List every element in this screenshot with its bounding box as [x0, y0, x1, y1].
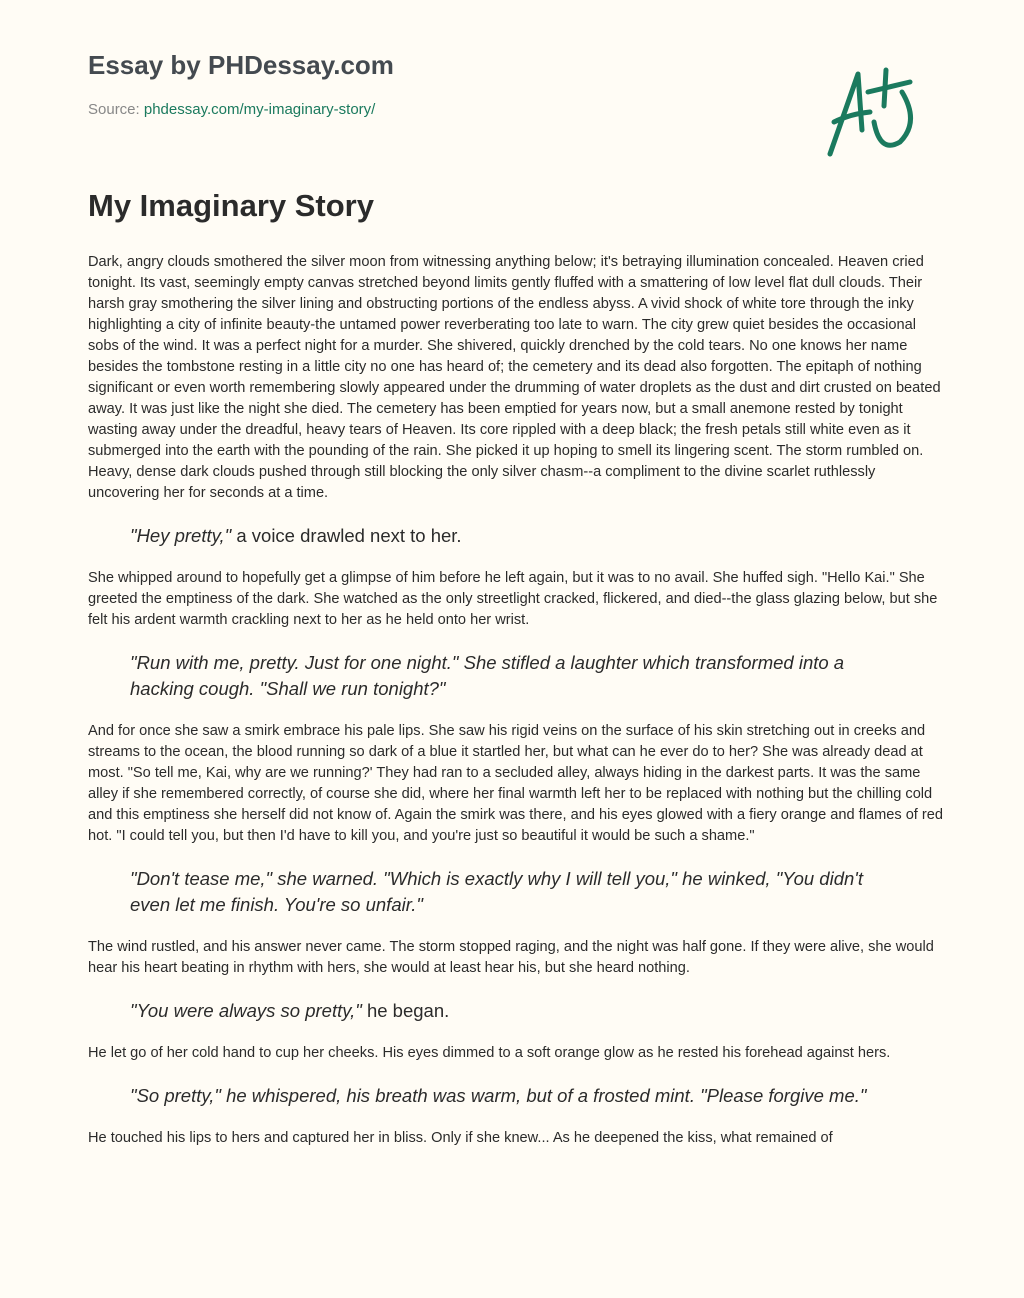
- source-line: [88, 101, 375, 118]
- quote-rest: he began.: [361, 1000, 450, 1021]
- quote-italic: "Don't tease me," she warned. "Which is exactly why I will tell you," he winked, "You didn't even let me finish. You're so unfair.": [130, 868, 863, 915]
- paragraph: Dark, angry clouds smothered the silver moon from witnessing anything below; it's betraying illumination concealed. Heaven cried tonight. Its vast, seemingly empty canvas stretched beyond limits gently fluffed with a smattering of low level flat dull clouds. Their harsh gray smothering the silver lining and obstructing portions of the endless abyss. A vivid shock of white tore through the inky highlighting a city of infinite beauty-the untamed power reverberating too late to warn. The city grew quiet besides the occasional sobs of the wind. It was a perfect night for a murder. She shivered, quickly drenched by the cold tears. No one knows her name besides the tombstone resting in a little city no one has heard of; the cemetery and its dead also forgotten. The epitaph of nothing significant or even worth remembering slowly appeared under the drumming of water droplets as the dust and dirt crusted on beated away. It was just like the night she died. The cemetery has been emptied for years now, but a small anemone rested by tonight wasting away under the dreadful, heavy tears of Heaven. Its core rippled with a deep black; the fresh petals still white even as it submerged into the earth with the pounding of the rain. She picked it up hoping to smell its lingering scent. The storm rumbled on. Heavy, dense dark clouds pushed through still blocking the only silver chasm--a compliment to the divine scarlet ruthlessly uncovering her for seconds at a time.: [88, 254, 941, 501]
- quote: [88, 650, 943, 702]
- paragraph: The wind rustled, and his answer never came. The storm stopped raging, and the night was half gone. If they were alive, she would hear his heart beating in rhythm with hers, she would at least hear his, but she heard nothing.: [88, 939, 934, 976]
- paragraph: He touched his lips to hers and captured her in bliss. Only if she knew... As he deepened the kiss, what remained of: [88, 1130, 833, 1146]
- source-link[interactable]: phdessay.com/my-imaginary-story/: [143, 101, 376, 118]
- quote-rest: a voice drawled next to her.: [231, 525, 462, 546]
- quote: [88, 1083, 943, 1109]
- quote: [88, 866, 943, 918]
- source-label: Source:: [88, 101, 140, 118]
- a-plus-logo-icon: [820, 62, 930, 162]
- quote-italic: "You were always so pretty,": [130, 1000, 362, 1021]
- quote: [88, 998, 943, 1024]
- essay-title: My Imaginary Story: [88, 188, 374, 223]
- quote-italic: "So pretty," he whispered, his breath was warm, but of a frosted mint. "Please forgive me.": [130, 1085, 867, 1106]
- paragraph: He let go of her cold hand to cup her cheeks. His eyes dimmed to a soft orange glow as he rested his forehead against hers.: [88, 1045, 891, 1061]
- quote: [88, 523, 943, 549]
- paragraph: She whipped around to hopefully get a glimpse of him before he left again, but it was to no avail. She huffed sigh. "Hello Kai." She greeted the emptiness of the dark. She watched as the only streetlight cracked, flickered, and died--the glass glazing below, but she felt his ardent warmth crackling next to her as he held onto her wrist.: [88, 570, 938, 628]
- essay-body: [88, 252, 943, 1168]
- site-brand: Essay by PHDessay.com: [88, 50, 394, 80]
- paragraph: And for once she saw a smirk embrace his pale lips. She saw his rigid veins on the surface of his skin stretching out in creeks and streams to the ocean, the blood running so dark of a blue it startled her, but what can he ever do to her? She was already dead at most. "So tell me, Kai, why are we running?' They had ran to a secluded alley, always hiding in the darkest parts. It was the same alley if she remembered correctly, of course she did, where her final warmth left her to be replaced with nothing but the chilling cold and this emptiness she herself did not know of. Again the smirk was there, and his eyes glowed with a fiery orange and flames of red hot. "I could tell you, but then I'd have to kill you, and you're just so beautiful it would be such a shame.": [88, 723, 944, 844]
- quote-italic: "Run with me, pretty. Just for one night." She stifled a laughter which transformed into a hacking cough. "Shall we run tonight?": [130, 652, 845, 699]
- quote-italic: "Hey pretty,": [130, 525, 232, 546]
